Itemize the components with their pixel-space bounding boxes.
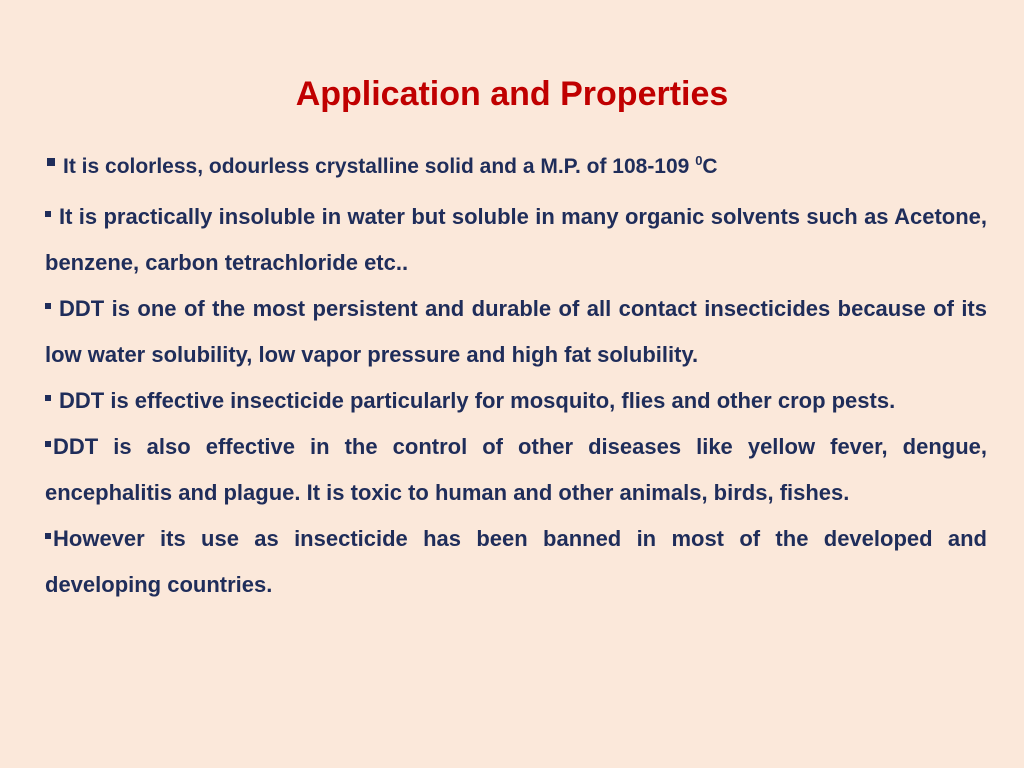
bullet-3-text: DDT is one of the most persistent and durable of all contact insecticides because of its low water solubility, low vapor pressure and high fat solubility.	[45, 296, 987, 367]
square-bullet-icon	[45, 303, 51, 309]
degree-superscript: 0	[695, 153, 703, 168]
square-bullet-icon	[45, 395, 51, 401]
bullet-item-3	[45, 286, 987, 378]
bullet-6-text: However its use as insecticide has been banned in most of the developed and developing countries.	[45, 526, 987, 597]
square-bullet-icon	[45, 441, 51, 447]
bullet-item-6	[45, 516, 987, 608]
bullet-list	[45, 144, 987, 608]
square-bullet-icon	[45, 211, 51, 217]
square-bullet-icon	[45, 533, 51, 539]
bullet-1-text: It is colorless, odourless crystalline solid and a M.P. of 108-109	[63, 155, 696, 178]
bullet-item-5	[45, 424, 987, 516]
bullet-5-text: DDT is also effective in the control of other diseases like yellow fever, dengue, encephalitis and plague. It is toxic to human and other animals, birds, fishes.	[45, 434, 987, 505]
bullet-2-text: It is practically insoluble in water but soluble in many organic solvents such as Acetone, benzene, carbon tetrachloride etc..	[45, 204, 987, 275]
slide-title: Application and Properties	[295, 75, 729, 113]
bullet-1-unit: C	[702, 155, 718, 178]
bullet-4-text: DDT is effective insecticide particularly for mosquito, flies and other crop pests.	[59, 388, 896, 413]
bullet-item-4	[45, 378, 987, 424]
square-bullet-icon	[47, 158, 55, 166]
bullet-item-1	[45, 144, 987, 190]
bullet-item-2	[45, 194, 987, 286]
